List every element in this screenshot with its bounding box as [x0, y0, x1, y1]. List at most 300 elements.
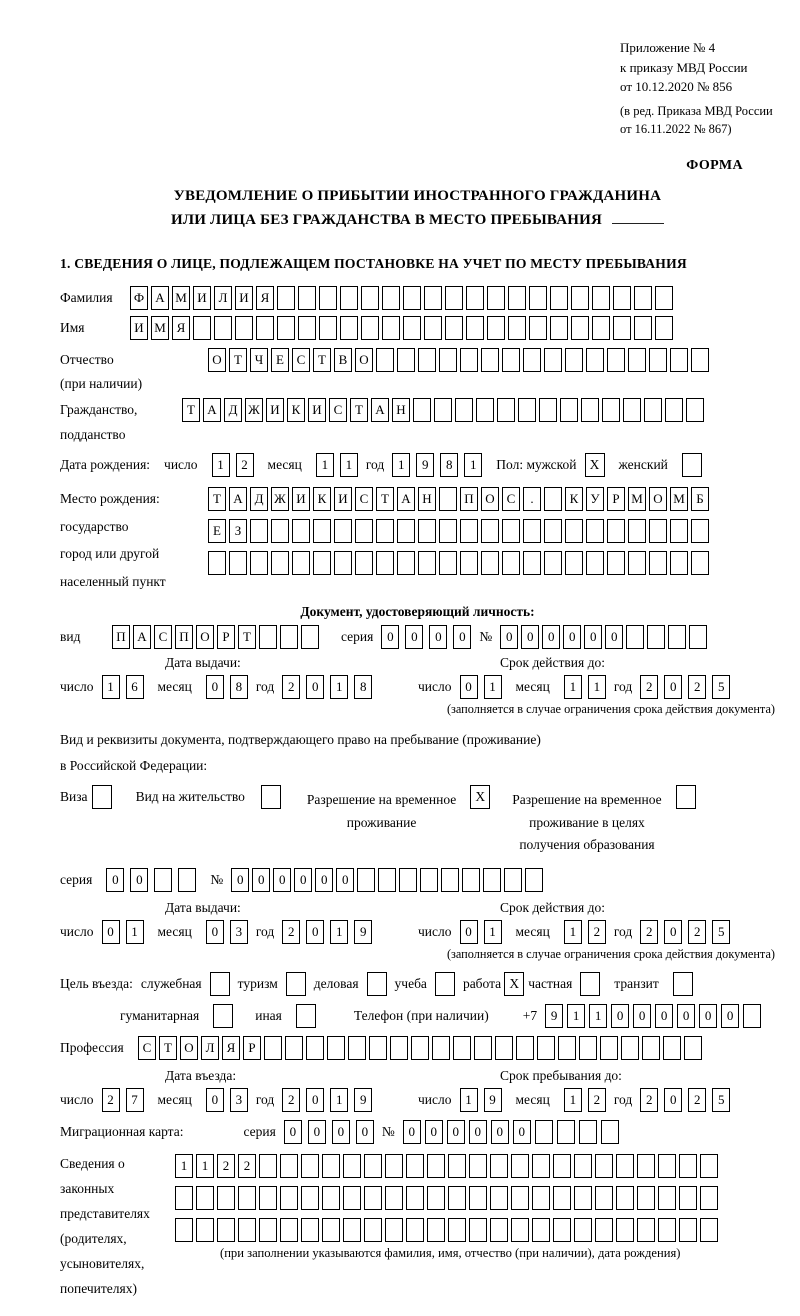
char-box[interactable]: И	[292, 487, 310, 511]
char-box[interactable]	[487, 286, 505, 310]
char-box[interactable]: 2	[588, 920, 606, 944]
char-box[interactable]	[301, 625, 319, 649]
char-box[interactable]: 1	[567, 1004, 585, 1028]
char-box[interactable]: 0	[460, 920, 478, 944]
char-box[interactable]	[525, 868, 543, 892]
char-box[interactable]	[280, 1186, 298, 1210]
char-box[interactable]	[448, 1154, 466, 1178]
char-box[interactable]: 0	[429, 625, 447, 649]
char-box[interactable]: Д	[224, 398, 242, 422]
char-box[interactable]	[439, 348, 457, 372]
char-box[interactable]	[427, 1154, 445, 1178]
char-box[interactable]: 0	[699, 1004, 717, 1028]
char-box[interactable]: 0	[130, 868, 148, 892]
purpose-other-checkbox[interactable]	[296, 1004, 316, 1028]
char-box[interactable]	[285, 1036, 303, 1060]
sex-female-checkbox[interactable]	[682, 453, 702, 477]
char-box[interactable]	[502, 348, 520, 372]
char-box[interactable]	[665, 398, 683, 422]
visa-checkbox[interactable]	[92, 785, 112, 809]
char-box[interactable]: 9	[416, 453, 434, 477]
char-box[interactable]: 1	[126, 920, 144, 944]
char-box[interactable]: 0	[542, 625, 560, 649]
char-box[interactable]: О	[208, 348, 226, 372]
char-box[interactable]: И	[193, 286, 211, 310]
char-box[interactable]	[592, 316, 610, 340]
char-box[interactable]: М	[172, 286, 190, 310]
char-box[interactable]	[495, 1036, 513, 1060]
char-box[interactable]	[481, 348, 499, 372]
char-box[interactable]	[154, 868, 172, 892]
char-box[interactable]: С	[138, 1036, 156, 1060]
char-box[interactable]	[644, 398, 662, 422]
char-box[interactable]: Т	[208, 487, 226, 511]
char-box[interactable]	[532, 1186, 550, 1210]
char-box[interactable]	[616, 1218, 634, 1242]
char-box[interactable]	[208, 551, 226, 575]
edu-permit-checkbox[interactable]	[676, 785, 696, 809]
char-box[interactable]	[634, 286, 652, 310]
char-box[interactable]	[427, 1218, 445, 1242]
char-box[interactable]	[700, 1218, 718, 1242]
char-box[interactable]	[439, 519, 457, 543]
char-box[interactable]: 0	[284, 1120, 302, 1144]
purpose-private-checkbox[interactable]	[580, 972, 600, 996]
char-box[interactable]	[544, 551, 562, 575]
char-box[interactable]	[523, 551, 541, 575]
char-box[interactable]: 2	[238, 1154, 256, 1178]
char-box[interactable]	[280, 1154, 298, 1178]
char-box[interactable]	[679, 1218, 697, 1242]
char-box[interactable]	[369, 1036, 387, 1060]
char-box[interactable]	[178, 868, 196, 892]
char-box[interactable]	[502, 519, 520, 543]
char-box[interactable]: 9	[354, 920, 372, 944]
char-box[interactable]: 1	[564, 675, 582, 699]
char-box[interactable]	[581, 398, 599, 422]
char-box[interactable]	[602, 398, 620, 422]
char-box[interactable]	[621, 1036, 639, 1060]
char-box[interactable]	[441, 868, 459, 892]
char-box[interactable]	[532, 1218, 550, 1242]
char-box[interactable]: Т	[229, 348, 247, 372]
char-box[interactable]	[466, 316, 484, 340]
char-box[interactable]: 7	[126, 1088, 144, 1112]
char-box[interactable]: 0	[521, 625, 539, 649]
char-box[interactable]	[280, 625, 298, 649]
char-box[interactable]	[385, 1154, 403, 1178]
char-box[interactable]	[306, 1036, 324, 1060]
char-box[interactable]	[483, 868, 501, 892]
char-box[interactable]	[595, 1154, 613, 1178]
char-box[interactable]	[453, 1036, 471, 1060]
char-box[interactable]	[250, 519, 268, 543]
char-box[interactable]	[607, 551, 625, 575]
char-box[interactable]: И	[266, 398, 284, 422]
char-box[interactable]	[670, 348, 688, 372]
char-box[interactable]: П	[460, 487, 478, 511]
char-box[interactable]	[544, 519, 562, 543]
char-box[interactable]: 0	[315, 868, 333, 892]
char-box[interactable]	[523, 348, 541, 372]
char-box[interactable]	[502, 551, 520, 575]
char-box[interactable]	[193, 316, 211, 340]
char-box[interactable]	[623, 398, 641, 422]
char-box[interactable]	[319, 316, 337, 340]
char-box[interactable]	[613, 316, 631, 340]
char-box[interactable]	[348, 1036, 366, 1060]
char-box[interactable]	[668, 625, 686, 649]
char-box[interactable]	[571, 316, 589, 340]
char-box[interactable]: 1	[589, 1004, 607, 1028]
char-box[interactable]: Л	[214, 286, 232, 310]
char-box[interactable]	[508, 316, 526, 340]
char-box[interactable]	[565, 519, 583, 543]
char-box[interactable]: С	[329, 398, 347, 422]
char-box[interactable]	[418, 551, 436, 575]
char-box[interactable]	[642, 1036, 660, 1060]
char-box[interactable]	[691, 551, 709, 575]
char-box[interactable]	[637, 1154, 655, 1178]
char-box[interactable]	[340, 286, 358, 310]
char-box[interactable]	[327, 1036, 345, 1060]
char-box[interactable]: Е	[208, 519, 226, 543]
char-box[interactable]	[301, 1186, 319, 1210]
char-box[interactable]: Я	[256, 286, 274, 310]
char-box[interactable]	[647, 625, 665, 649]
char-box[interactable]: С	[154, 625, 172, 649]
char-box[interactable]	[397, 519, 415, 543]
char-box[interactable]: .	[523, 487, 541, 511]
char-box[interactable]	[448, 1218, 466, 1242]
char-box[interactable]: 0	[405, 625, 423, 649]
char-box[interactable]: Т	[238, 625, 256, 649]
char-box[interactable]	[481, 519, 499, 543]
char-box[interactable]	[298, 286, 316, 310]
char-box[interactable]	[637, 1186, 655, 1210]
char-box[interactable]	[539, 398, 557, 422]
char-box[interactable]	[298, 316, 316, 340]
char-box[interactable]	[523, 519, 541, 543]
char-box[interactable]: 1	[564, 920, 582, 944]
char-box[interactable]: 9	[484, 1088, 502, 1112]
char-box[interactable]: 0	[677, 1004, 695, 1028]
char-box[interactable]: 0	[206, 675, 224, 699]
char-box[interactable]	[217, 1186, 235, 1210]
char-box[interactable]	[628, 348, 646, 372]
char-box[interactable]	[466, 286, 484, 310]
char-box[interactable]: С	[355, 487, 373, 511]
char-box[interactable]	[448, 1186, 466, 1210]
char-box[interactable]	[424, 316, 442, 340]
char-box[interactable]	[670, 519, 688, 543]
char-box[interactable]: Р	[607, 487, 625, 511]
char-box[interactable]	[424, 286, 442, 310]
char-box[interactable]: 0	[381, 625, 399, 649]
char-box[interactable]	[214, 316, 232, 340]
char-box[interactable]: 0	[563, 625, 581, 649]
char-box[interactable]: З	[229, 519, 247, 543]
char-box[interactable]	[277, 316, 295, 340]
char-box[interactable]: О	[649, 487, 667, 511]
char-box[interactable]	[579, 1120, 597, 1144]
char-box[interactable]	[658, 1186, 676, 1210]
char-box[interactable]	[406, 1154, 424, 1178]
char-box[interactable]: 0	[252, 868, 270, 892]
char-box[interactable]: 1	[340, 453, 358, 477]
char-box[interactable]: 0	[273, 868, 291, 892]
char-box[interactable]	[256, 316, 274, 340]
char-box[interactable]: 2	[688, 675, 706, 699]
char-box[interactable]: 0	[469, 1120, 487, 1144]
char-box[interactable]	[686, 398, 704, 422]
residence-permit-checkbox[interactable]	[261, 785, 281, 809]
char-box[interactable]: 0	[306, 1088, 324, 1112]
char-box[interactable]	[490, 1218, 508, 1242]
char-box[interactable]	[535, 1120, 553, 1144]
char-box[interactable]	[361, 286, 379, 310]
char-box[interactable]	[743, 1004, 761, 1028]
char-box[interactable]	[474, 1036, 492, 1060]
char-box[interactable]	[229, 551, 247, 575]
char-box[interactable]: И	[334, 487, 352, 511]
char-box[interactable]: А	[203, 398, 221, 422]
char-box[interactable]: О	[355, 348, 373, 372]
char-box[interactable]	[439, 551, 457, 575]
char-box[interactable]	[511, 1186, 529, 1210]
char-box[interactable]	[550, 316, 568, 340]
char-box[interactable]	[560, 398, 578, 422]
char-box[interactable]	[418, 348, 436, 372]
char-box[interactable]	[313, 551, 331, 575]
char-box[interactable]	[271, 519, 289, 543]
char-box[interactable]: М	[628, 487, 646, 511]
char-box[interactable]	[529, 316, 547, 340]
char-box[interactable]: 1	[316, 453, 334, 477]
char-box[interactable]	[364, 1154, 382, 1178]
char-box[interactable]	[259, 1154, 277, 1178]
char-box[interactable]	[343, 1154, 361, 1178]
char-box[interactable]: 8	[230, 675, 248, 699]
char-box[interactable]	[313, 519, 331, 543]
char-box[interactable]	[455, 398, 473, 422]
char-box[interactable]: А	[371, 398, 389, 422]
char-box[interactable]	[406, 1218, 424, 1242]
char-box[interactable]	[481, 551, 499, 575]
char-box[interactable]	[628, 551, 646, 575]
char-box[interactable]: А	[151, 286, 169, 310]
char-box[interactable]: 0	[633, 1004, 651, 1028]
char-box[interactable]: 0	[206, 1088, 224, 1112]
char-box[interactable]	[469, 1154, 487, 1178]
char-box[interactable]: 0	[611, 1004, 629, 1028]
char-box[interactable]	[462, 868, 480, 892]
char-box[interactable]: 1	[484, 920, 502, 944]
char-box[interactable]: Ж	[271, 487, 289, 511]
char-box[interactable]	[292, 551, 310, 575]
char-box[interactable]: К	[287, 398, 305, 422]
char-box[interactable]	[663, 1036, 681, 1060]
char-box[interactable]: 0	[356, 1120, 374, 1144]
char-box[interactable]	[413, 398, 431, 422]
char-box[interactable]	[600, 1036, 618, 1060]
char-box[interactable]: 5	[712, 920, 730, 944]
char-box[interactable]	[460, 519, 478, 543]
char-box[interactable]: 8	[440, 453, 458, 477]
char-box[interactable]: 0	[403, 1120, 421, 1144]
char-box[interactable]	[403, 286, 421, 310]
char-box[interactable]	[516, 1036, 534, 1060]
char-box[interactable]: Б	[691, 487, 709, 511]
char-box[interactable]	[196, 1218, 214, 1242]
purpose-study-checkbox[interactable]	[435, 972, 455, 996]
char-box[interactable]: 0	[306, 675, 324, 699]
char-box[interactable]	[340, 316, 358, 340]
char-box[interactable]: 0	[332, 1120, 350, 1144]
char-box[interactable]: Т	[376, 487, 394, 511]
char-box[interactable]	[376, 519, 394, 543]
char-box[interactable]	[497, 398, 515, 422]
char-box[interactable]	[418, 519, 436, 543]
char-box[interactable]: 8	[354, 675, 372, 699]
char-box[interactable]: 2	[688, 1088, 706, 1112]
char-box[interactable]	[217, 1218, 235, 1242]
char-box[interactable]	[376, 348, 394, 372]
char-box[interactable]: 2	[688, 920, 706, 944]
char-box[interactable]: Л	[201, 1036, 219, 1060]
char-box[interactable]	[616, 1154, 634, 1178]
char-box[interactable]: 0	[513, 1120, 531, 1144]
char-box[interactable]: Т	[182, 398, 200, 422]
char-box[interactable]	[361, 316, 379, 340]
char-box[interactable]: М	[670, 487, 688, 511]
char-box[interactable]	[301, 1218, 319, 1242]
char-box[interactable]: Р	[217, 625, 235, 649]
char-box[interactable]	[476, 398, 494, 422]
char-box[interactable]: 3	[230, 1088, 248, 1112]
char-box[interactable]	[280, 1218, 298, 1242]
char-box[interactable]: 1	[330, 920, 348, 944]
char-box[interactable]	[264, 1036, 282, 1060]
char-box[interactable]: 5	[712, 675, 730, 699]
char-box[interactable]: К	[313, 487, 331, 511]
char-box[interactable]	[319, 286, 337, 310]
char-box[interactable]: О	[481, 487, 499, 511]
char-box[interactable]: П	[175, 625, 193, 649]
char-box[interactable]: 0	[306, 920, 324, 944]
char-box[interactable]	[385, 1186, 403, 1210]
char-box[interactable]	[689, 625, 707, 649]
char-box[interactable]: 1	[330, 1088, 348, 1112]
char-box[interactable]	[508, 286, 526, 310]
char-box[interactable]	[322, 1154, 340, 1178]
char-box[interactable]	[490, 1154, 508, 1178]
char-box[interactable]: У	[586, 487, 604, 511]
char-box[interactable]: 0	[102, 920, 120, 944]
char-box[interactable]	[586, 519, 604, 543]
char-box[interactable]: 0	[460, 675, 478, 699]
char-box[interactable]: К	[565, 487, 583, 511]
char-box[interactable]	[550, 286, 568, 310]
char-box[interactable]	[553, 1186, 571, 1210]
char-box[interactable]	[196, 1186, 214, 1210]
char-box[interactable]: 2	[282, 1088, 300, 1112]
char-box[interactable]	[586, 348, 604, 372]
char-box[interactable]: А	[397, 487, 415, 511]
char-box[interactable]	[553, 1154, 571, 1178]
char-box[interactable]	[518, 398, 536, 422]
char-box[interactable]	[487, 316, 505, 340]
char-box[interactable]: Н	[418, 487, 436, 511]
char-box[interactable]	[571, 286, 589, 310]
char-box[interactable]	[574, 1186, 592, 1210]
char-box[interactable]	[334, 551, 352, 575]
char-box[interactable]	[649, 551, 667, 575]
char-box[interactable]	[235, 316, 253, 340]
char-box[interactable]	[343, 1186, 361, 1210]
char-box[interactable]: Т	[159, 1036, 177, 1060]
char-box[interactable]: И	[308, 398, 326, 422]
char-box[interactable]: 2	[640, 920, 658, 944]
char-box[interactable]	[616, 1186, 634, 1210]
char-box[interactable]	[259, 625, 277, 649]
char-box[interactable]	[679, 1186, 697, 1210]
char-box[interactable]	[637, 1218, 655, 1242]
char-box[interactable]	[292, 519, 310, 543]
char-box[interactable]: 5	[712, 1088, 730, 1112]
char-box[interactable]	[406, 1186, 424, 1210]
char-box[interactable]: 1	[102, 675, 120, 699]
char-box[interactable]: 0	[425, 1120, 443, 1144]
char-box[interactable]	[490, 1186, 508, 1210]
char-box[interactable]	[427, 1186, 445, 1210]
char-box[interactable]: 0	[664, 1088, 682, 1112]
char-box[interactable]: 0	[500, 625, 518, 649]
char-box[interactable]: Т	[313, 348, 331, 372]
char-box[interactable]	[397, 348, 415, 372]
char-box[interactable]: 0	[206, 920, 224, 944]
char-box[interactable]	[434, 398, 452, 422]
char-box[interactable]: Т	[350, 398, 368, 422]
char-box[interactable]: 1	[588, 675, 606, 699]
char-box[interactable]	[382, 286, 400, 310]
char-box[interactable]: 0	[655, 1004, 673, 1028]
purpose-business-checkbox[interactable]	[367, 972, 387, 996]
char-box[interactable]	[607, 348, 625, 372]
char-box[interactable]	[511, 1218, 529, 1242]
char-box[interactable]	[397, 551, 415, 575]
char-box[interactable]	[250, 551, 268, 575]
char-box[interactable]	[364, 1218, 382, 1242]
char-box[interactable]	[649, 348, 667, 372]
char-box[interactable]	[364, 1186, 382, 1210]
char-box[interactable]	[574, 1154, 592, 1178]
char-box[interactable]: О	[196, 625, 214, 649]
char-box[interactable]	[613, 286, 631, 310]
char-box[interactable]: Ф	[130, 286, 148, 310]
char-box[interactable]	[586, 551, 604, 575]
char-box[interactable]	[670, 551, 688, 575]
char-box[interactable]: 2	[282, 675, 300, 699]
char-box[interactable]	[700, 1154, 718, 1178]
char-box[interactable]: И	[235, 286, 253, 310]
char-box[interactable]	[432, 1036, 450, 1060]
char-box[interactable]	[445, 286, 463, 310]
char-box[interactable]: 0	[336, 868, 354, 892]
purpose-transit-checkbox[interactable]	[673, 972, 693, 996]
char-box[interactable]: 1	[460, 1088, 478, 1112]
char-box[interactable]	[357, 868, 375, 892]
